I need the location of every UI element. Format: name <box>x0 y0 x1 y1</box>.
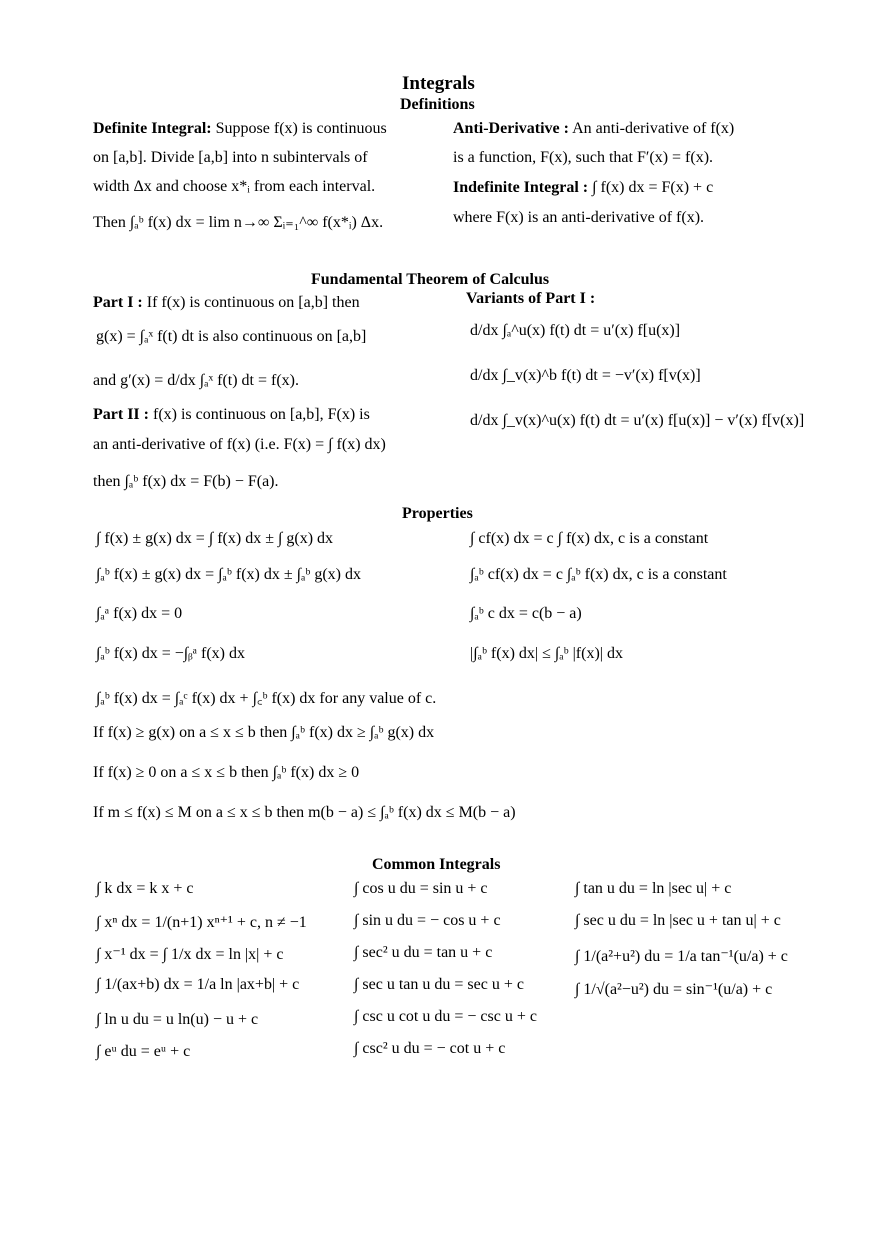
property-line-7: If f(x) ≥ 0 on a ≤ x ≤ b then ∫ₐᵇ f(x) dx ≥ 0 <box>93 764 360 781</box>
variants-label: Variants of Part I : <box>466 290 596 307</box>
indefinite-integral-label: Indefinite Integral : <box>453 179 589 196</box>
part1-label: Part I : <box>93 294 143 311</box>
ftc-part1-line-3: and g′(x) = d/dx ∫ₐˣ f(t) dt = f(x). <box>93 372 299 389</box>
p1-text-1: If f(x) is continuous on [a,b] then <box>146 294 360 311</box>
ftc-part2-line-2: an anti-derivative of f(x) (i.e. F(x) = ∫ f(x) dx) <box>93 436 386 453</box>
indefinite-integral-line-2: where F(x) is an anti-derivative of f(x). <box>453 209 705 226</box>
common-1-5: ∫ ln u du = u ln(u) − u + c <box>96 1011 259 1028</box>
anti-derivative-line-1 <box>453 120 734 138</box>
variant-2: d/dx ∫_v(x)^b f(t) dt = −v′(x) f[v(x)] <box>470 367 701 384</box>
section-definitions: Definitions <box>400 96 475 113</box>
property-left-3: ∫ₐᵃ f(x) dx = 0 <box>96 605 183 622</box>
common-3-4: ∫ 1/√(a²−u²) du = sin⁻¹(u/a) + c <box>575 981 773 998</box>
p2-text-1: f(x) is continuous on [a,b], F(x) is <box>152 406 370 423</box>
section-properties: Properties <box>402 505 473 522</box>
section-ftc: Fundamental Theorem of Calculus <box>311 271 550 288</box>
property-right-2: ∫ₐᵇ cf(x) dx = c ∫ₐᵇ f(x) dx, c is a constant <box>470 566 727 583</box>
definite-integral-line-1 <box>93 120 387 138</box>
common-1-4: ∫ 1/(ax+b) dx = 1/a ln |ax+b| + c <box>96 976 300 993</box>
ftc-part1-line-2: g(x) = ∫ₐˣ f(t) dt is also continuous on [a,b] <box>96 328 367 345</box>
property-right-4: |∫ₐᵇ f(x) dx| ≤ ∫ₐᵇ |f(x)| dx <box>470 645 623 662</box>
common-3-2: ∫ sec u du = ln |sec u + tan u| + c <box>575 912 781 929</box>
variant-3: d/dx ∫_v(x)^u(x) f(t) dt = u′(x) f[u(x)] − v′(x) f[v(x)] <box>470 412 805 429</box>
indefinite-integral-line-1 <box>453 179 713 197</box>
common-2-5: ∫ csc u cot u du = − csc u + c <box>354 1008 537 1025</box>
common-2-1: ∫ cos u du = sin u + c <box>354 880 488 897</box>
definite-integral-line-2: on [a,b]. Divide [a,b] into n subintervals of <box>93 149 368 166</box>
common-1-6: ∫ eᵘ du = eᵘ + c <box>96 1043 191 1060</box>
common-2-6: ∫ csc² u du = − cot u + c <box>354 1040 506 1057</box>
common-1-1: ∫ k dx = k x + c <box>96 880 194 897</box>
property-line-5: ∫ₐᵇ f(x) dx = ∫ₐᶜ f(x) dx + ∫꜀ᵇ f(x) dx for any value of c. <box>96 690 437 707</box>
definite-integral-line-3: width Δx and choose x*ᵢ from each interval. <box>93 178 376 195</box>
property-line-8: If m ≤ f(x) ≤ M on a ≤ x ≤ b then m(b − a) ≤ ∫ₐᵇ f(x) dx ≤ M(b − a) <box>93 804 516 821</box>
ftc-part1-line-1 <box>93 294 360 312</box>
ftc-part2-line-1 <box>93 406 370 424</box>
property-left-4: ∫ₐᵇ f(x) dx = −∫ᵦᵃ f(x) dx <box>96 645 245 662</box>
common-1-3: ∫ x⁻¹ dx = ∫ 1/x dx = ln |x| + c <box>96 946 284 963</box>
ftc-part2-line-3: then ∫ₐᵇ f(x) dx = F(b) − F(a). <box>93 473 279 490</box>
common-2-2: ∫ sin u du = − cos u + c <box>354 912 501 929</box>
variant-1: d/dx ∫ₐ^u(x) f(t) dt = u′(x) f[u(x)] <box>470 322 681 339</box>
anti-derivative-line-2: is a function, F(x), such that F′(x) = f(x). <box>453 149 714 166</box>
definite-integral-line-4: Then ∫ₐᵇ f(x) dx = lim n→∞ Σᵢ₌₁^∞ f(x*ᵢ) Δx. <box>93 214 384 231</box>
property-line-6: If f(x) ≥ g(x) on a ≤ x ≤ b then ∫ₐᵇ f(x) dx ≥ ∫ₐᵇ g(x) dx <box>93 724 435 741</box>
common-1-2: ∫ xⁿ dx = 1/(n+1) xⁿ⁺¹ + c, n ≠ −1 <box>96 914 307 931</box>
common-2-4: ∫ sec u tan u du = sec u + c <box>354 976 524 993</box>
definite-integral-label: Definite Integral: <box>93 120 212 137</box>
part2-label: Part II : <box>93 406 149 423</box>
anti-derivative-label: Anti-Derivative : <box>453 120 569 137</box>
property-left-2: ∫ₐᵇ f(x) ± g(x) dx = ∫ₐᵇ f(x) dx ± ∫ₐᵇ g(x) dx <box>96 566 361 583</box>
common-3-1: ∫ tan u du = ln |sec u| + c <box>575 880 732 897</box>
section-common: Common Integrals <box>372 856 501 873</box>
anti-text-1: An anti-derivative of f(x) <box>572 120 735 137</box>
property-left-1: ∫ f(x) ± g(x) dx = ∫ f(x) dx ± ∫ g(x) dx <box>96 530 334 547</box>
page-title: Integrals <box>402 73 475 94</box>
indef-formula: ∫ f(x) dx = F(x) + c <box>592 179 714 196</box>
property-right-3: ∫ₐᵇ c dx = c(b − a) <box>470 605 582 622</box>
common-3-3: ∫ 1/(a²+u²) du = 1/a tan⁻¹(u/a) + c <box>575 948 788 965</box>
common-2-3: ∫ sec² u du = tan u + c <box>354 944 493 961</box>
property-right-1: ∫ cf(x) dx = c ∫ f(x) dx, c is a constant <box>470 530 709 547</box>
def-text-1: Suppose f(x) is continuous <box>215 120 387 137</box>
